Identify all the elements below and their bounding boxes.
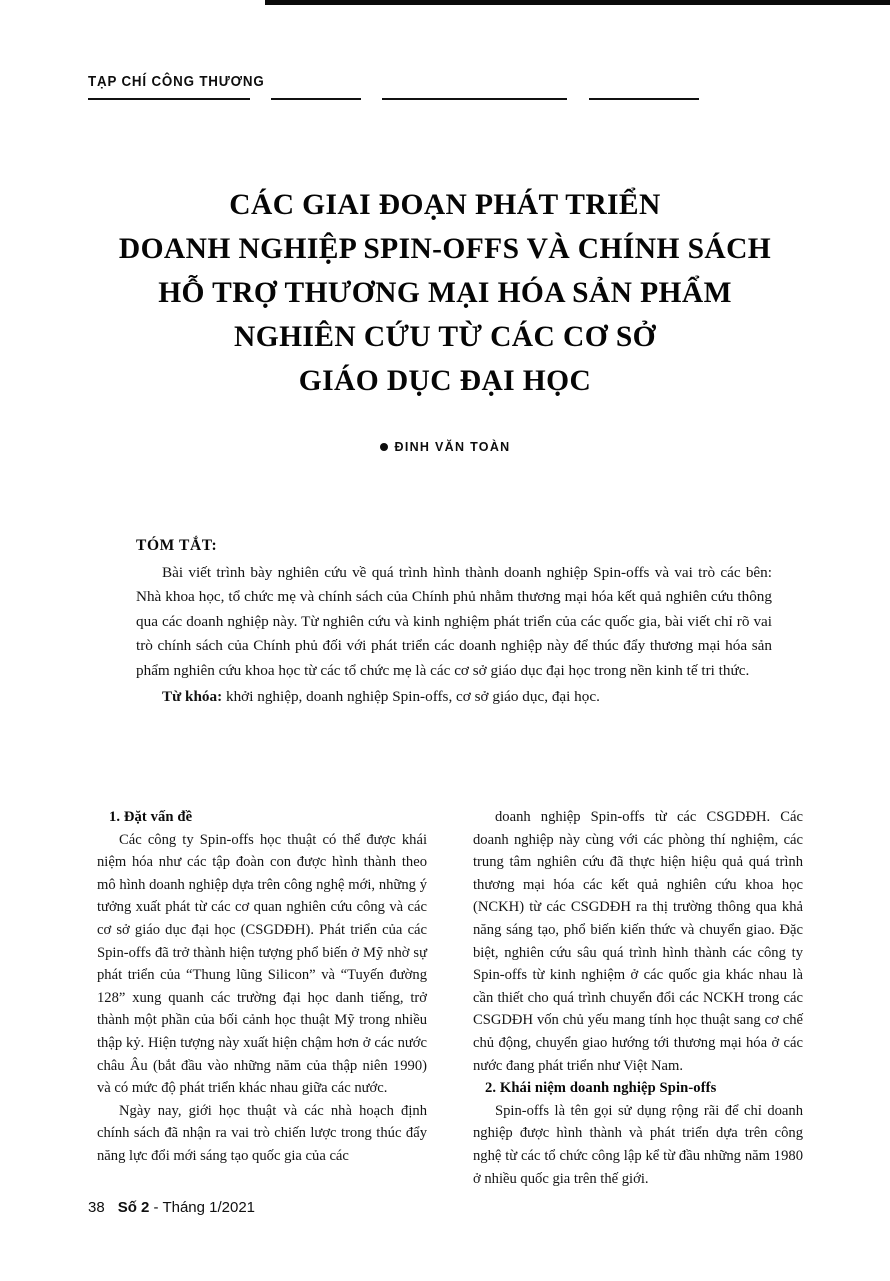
footer-separator: - [149,1199,163,1216]
article-title-line-4: NGHIÊN CỨU TỪ CÁC CƠ SỞ [234,320,656,353]
left-paragraph-1: Các công ty Spin-offs học thuật có thể được khái niệm hóa như các tập đoàn con được hình thành theo mô hình doanh nghiệp dựa trên công nghệ mới, những ý tưởng xuất phát từ các cơ quan nghiên cứu công và các cơ sở giáo dục đại học (CSGDĐH). Phát triển của các Spin-offs đã trở thành hiện tượng phổ biến ở Mỹ nhờ sự phát triển của “Thung lũng Silicon” và “Tuyến đường 128” xung quanh các trường đại học danh tiếng, trở thành một phần của bối cảnh học thuật Mỹ trong nhiều thập kỷ. Hiện tượng này xuất hiện chậm hơn ở các nước châu Âu (bắt đầu vào những năm của thập niên 1990) và có mức độ phát triển khác nhau giữa các nước. [97,831,427,1097]
masthead [88,74,848,108]
page-footer [88,1199,255,1216]
body-column-left [97,806,427,1176]
masthead-rule-4 [589,98,699,100]
article-title-line-1: CÁC GIAI ĐOẠN PHÁT TRIỂN [229,188,661,221]
right-paragraph-1: doanh nghiệp Spin-offs từ các CSGDĐH. Các doanh nghiệp này cùng với các phòng thí nghiệm, các trung tâm nghiên cứu đã thực hiện hiệu quả quá trình thương mại hóa các kết quả nghiên cứu khoa học (NCKH) từ các CSGDĐH ra thị trường thông qua khả năng sáng tạo, phổ biến kiến thức và chuyển giao. Đặc biệt, nghiên cứu sâu quá trình hình thành các công ty Spin-offs từ kinh nghiệm ở các quốc gia khác nhau là cần thiết cho quá trình chuyển đổi các NCKH trong các CSGDĐH vốn chủ yếu mang tính học thuật sang cơ chế chủ động, chuyển giao hướng tới thương mại hóa ở các nước đang phát triển như Việt Nam. [473,809,803,1074]
article-title-line-2: DOANH NGHIỆP SPIN-OFFS VÀ CHÍNH SÁCH [118,232,772,265]
scan-edge-artifact [265,0,890,5]
footer-month-year: Tháng 1/2021 [162,1199,256,1216]
masthead-rule-2 [271,98,361,100]
body-columns [97,806,803,1187]
body-column-right [473,806,803,1187]
article-title-line-3: HỖ TRỢ THƯƠNG MẠI HÓA SẢN PHẨM [158,276,732,309]
section-heading-2: 2. Khái niệm doanh nghiệp Spin-offs [485,1080,717,1097]
masthead-rule-3 [382,98,567,100]
abstract-section [136,537,772,709]
masthead-title: TẠP CHÍ CÔNG THƯƠNG [88,74,265,90]
keywords-line [136,685,772,709]
section-heading-1: 1. Đặt vấn đề [109,809,193,825]
author-name: ĐINH VĂN TOÀN [394,440,511,454]
keywords-label: Từ khóa: [162,688,223,706]
right-paragraph-2: Spin-offs là tên gọi sử dụng rộng rãi để chỉ doanh nghiệp được hình thành và phát triển dựa trên công nghệ từ các tổ chức công lập kể từ đầu những năm 1980 ở nhiều quốc gia trên thế giới. [473,1102,803,1187]
bullet-icon [380,443,388,451]
article-title [60,183,830,403]
abstract-body: Bài viết trình bày nghiên cứu về quá trình hình thành doanh nghiệp Spin-offs và vai trò các bên: Nhà khoa học, tổ chức mẹ và chính sách của Chính phủ nhằm thương mại hóa kết quả nghiên cứu thông qua các doanh nghiệp này. Từ nghiên cứu và kinh nghiệm phát triển của các quốc gia, bài viết chỉ rõ vai trò chính sách của Chính phủ đối với phát triển các doanh nghiệp này để thúc đẩy thương mại hóa sản phẩm nghiên cứu khoa học từ các tổ chức mẹ là các cơ sở giáo dục đại học trong nền kinh tế tri thức. [136,564,772,679]
masthead-rule-1 [88,98,250,100]
keywords-text: khởi nghiệp, doanh nghiệp Spin-offs, cơ sở giáo dục, đại học. [222,688,600,706]
footer-issue-label: Số 2 [117,1199,150,1216]
left-paragraph-2: Ngày nay, giới học thuật và các nhà hoạch định chính sách đã nhận ra vai trò chiến lược trong thúc đẩy năng lực đổi mới sáng tạo quốc gia của các [97,1102,427,1164]
article-title-line-5: GIÁO DỤC ĐẠI HỌC [298,364,592,397]
author-line [60,440,830,454]
abstract-heading: TÓM TẮT: [136,537,218,554]
footer-page-number: 38 [88,1199,105,1216]
